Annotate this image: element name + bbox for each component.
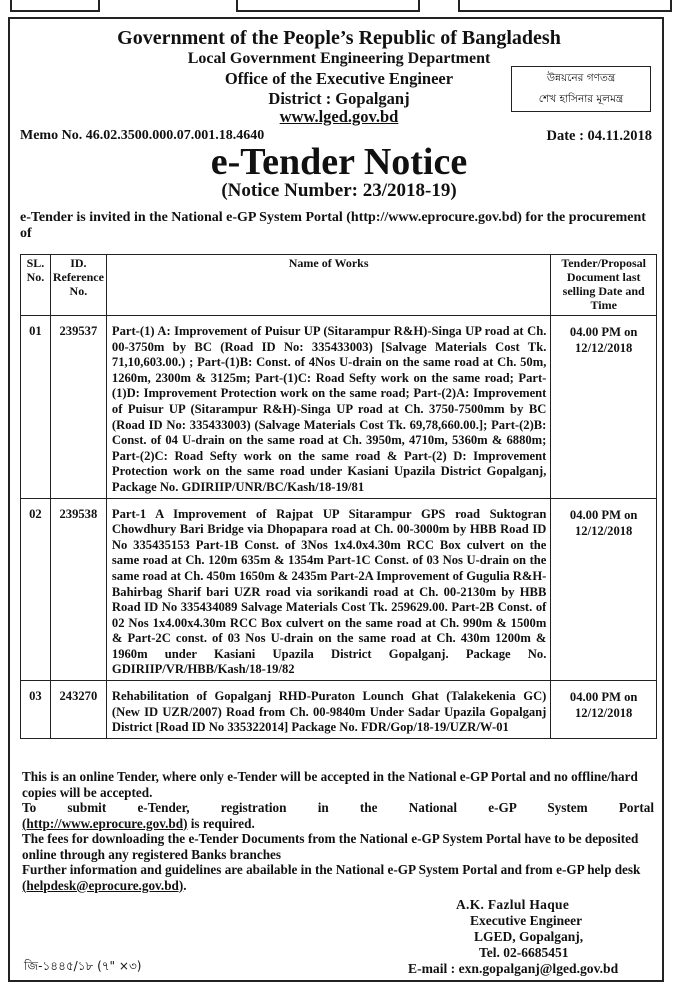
note-further [22,862,654,893]
table-row [21,316,657,499]
row-id: 243270 [50,681,106,739]
row-works: Part-1 A Improvement of Rajpat UP Sitarampur GPS road Suktogran Chowdhury Bari Bridge via Dhopapara road at Ch. 00-3000m by HBB Road ID No 335435153 Part-1B Const. of 3Nos 1x4.0x4.30m RCC Box culvert on the same road at Ch. 120m 635m & 1354m Part-1C Const. of 03 Nos U-drain on the same road at Ch. 450m 1650m & 2435m Part-2A Improvement of Gugulia R&H-Bahirbag Sharif bari UZR road via sorikandi road at Ch. 00-2130m by HBB Road ID No 335434089 Salvage Materials Cost Tk. 259629.00. Part-2B Const. of 02 Nos 1x4.00x4.30m RCC Box culvert on the same road at Ch. 990m & 1500m & Part-2C const. of 03 Nos U-drain on the same road at Ch. 430m 1200m & 1960m under Kasiani Upazila District Gopalganj. Package No. GDIRIIP/VR/HBB/Kash/18-19/82 [106,498,550,681]
header-tender-date: Tender/Proposal Document last selling Date and Time [551,255,657,316]
office-name: Office of the Executive Engineer [224,69,454,88]
district-name: District : Gopalganj [268,89,410,108]
signatory-designation: Executive Engineer [470,913,583,928]
row-tender-date: 04.00 PM on 12/12/2018 [551,498,657,681]
row-works: Part-(1) A: Improvement of Puisur UP (Sitarampur R&H)-Singa UP road at Ch. 00-3750m by BC (Road ID No: 335433003) [Salvage Materials Cost Tk. 71,10,603.00.) ; Part-(1)B: Const. of 4Nos U-drain on the same road at Ch. 50m, 1260m, 2300m & 3125m; Part-(1)C: Road Sefty work on the same road; Part-(1)D: Improvement Protection work on the same road; Part-(2)A: Improvement of Puisur UP (Sitarampur R&H)-Singa UP road at Ch. 3750-7500mm by BC (Road ID No: 335433003) (Salvage Materials Cost Tk. 69,78,660.00.]; Part-(2)B: Const. of 04 U-drain on the same road at Ch. 3950m, 4710m, 5360m & 6880m; Part-(2)C: Road Sefty work on the same road & Part-(2) D: Improvement Protection work on the same road under Kasiani Upazila District Gopalganj, Package No. GDIRIIP/UNR/BC/Kash/18-19/81 [106,316,550,499]
eprocure-link[interactable]: (http://www.eprocure.gov.bd) [22,815,188,831]
row-id: 239537 [50,316,106,499]
notice-number: (Notice Number: 23/2018-19) [221,180,457,201]
tender-table [20,254,657,739]
row-tender-date: 04.00 PM on 12/12/2018 [551,681,657,739]
helpdesk-link[interactable]: (helpdesk@eprocure.gov.bd) [22,877,184,893]
note-submit-post: is required. [187,815,255,831]
header-id: ID. Reference No. [50,255,106,316]
website-link[interactable]: www.lged.gov.bd [279,107,399,126]
row-sl: 01 [21,316,51,499]
notice-date: Date : 04.11.2018 [546,128,652,144]
signature-block [408,897,658,977]
note-further-text: Further information and guidelines are abailable in the National e-GP System Portal and from e-GP help desk [22,862,641,877]
note-submit-line: To submit e-Tender, registration in the National e-GP System Portal [22,800,654,815]
slogan-line-2: শেখ হাসিনার মূলমন্ত্র [538,93,624,105]
row-works: Rehabilitation of Gopalganj RHD-Puraton Lounch Ghat (Talakekenia GC) (New ID UZR/2007) Road from Ch. 00-9840m Under Sadar Upazila Gopalganj District [Road ID No 335322014] Package No. FDR/Gop/18-19/UZR/W-01 [106,681,550,739]
notes-section [22,769,654,893]
row-id: 239538 [50,498,106,681]
intro-text: e-Tender is invited in the National e-GP System Portal (http://www.eprocure.gov.bd) for the procurement of [20,210,646,241]
header-sl: SL. No. [21,255,51,316]
header-works: Name of Works [106,255,550,316]
note-submit-rest [22,816,654,832]
note-fees: The fees for downloading the e-Tender Documents from the National e-GP System Portal have to be deposited online through any registered Banks branches [22,831,639,862]
department-name: Local Government Engineering Department [187,50,491,67]
top-box-left [10,0,100,12]
note-online: This is an online Tender, where only e-Tender will be accepted in the National e-GP Portal and no offline/hard copies will be accepted. [22,769,638,800]
table-row [21,681,657,739]
row-sl: 02 [21,498,51,681]
row-tender-date: 04.00 PM on 12/12/2018 [551,316,657,499]
table-header-row [21,255,657,316]
top-box-right [458,0,672,12]
signatory-office: LGED, Gopalganj, [474,929,584,944]
table-row [21,498,657,681]
top-edge-boxes [0,0,678,14]
page-title: e-Tender Notice [210,141,468,183]
row-sl: 03 [21,681,51,739]
slogan-line-1: উন্নয়নের গণতন্ত্র [546,72,616,84]
signatory-tel: Tel. 02-6685451 [479,945,569,960]
top-box-middle [236,0,420,12]
print-code: জি-১৪৪৫/১৮ (৭" ×৩) [24,959,142,973]
memo-number: Memo No. 46.02.3500.000.07.001.18.4640 [20,128,265,143]
govt-title: Government of the People’s Republic of Bangladesh [117,27,561,49]
note-further-post: . [183,877,187,893]
signatory-email: E-mail : exn.gopalganj@lged.gov.bd [408,961,619,976]
signatory-name: A.K. Fazlul Haque [456,897,570,912]
slogan-box [511,66,651,112]
